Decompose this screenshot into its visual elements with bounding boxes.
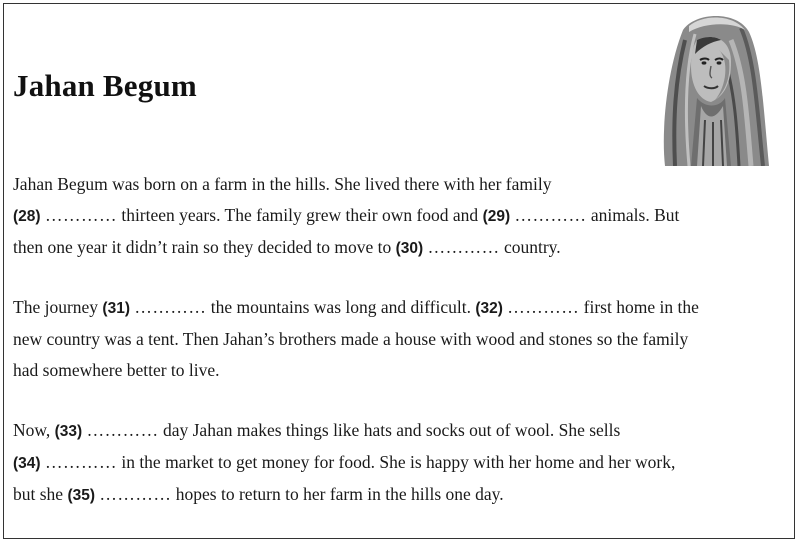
text-line: but she (35) ………… hopes to return to her farm in the hills one day. [13, 484, 504, 504]
answer-gap: ………… [514, 205, 587, 225]
text-line: Jahan Begum was born on a farm in the hills. She lived there with her family [13, 174, 552, 194]
answer-gap: ………… [427, 237, 500, 257]
question-number: (34) [13, 455, 41, 472]
answer-gap: ………… [99, 484, 172, 504]
question-number: (28) [13, 208, 41, 225]
answer-gap: ………… [507, 297, 580, 317]
question-number: (33) [54, 423, 83, 440]
text-line: (28) ………… thirteen years. The family grew their own food and (29) ………… animals. But [13, 205, 680, 225]
text-line: (34) ………… in the market to get money for food. She is happy with her home and her work, [13, 452, 676, 472]
answer-gap: ………… [44, 452, 117, 472]
text-line: then one year it didn’t rain so they decided to move to (30) ………… country. [13, 237, 561, 257]
paragraph-1 [13, 169, 789, 264]
paragraph-2 [13, 292, 789, 386]
text-line: The journey (31) ………… the mountains was long and difficult. (32) ………… first home in the [13, 297, 699, 317]
question-number: (31) [102, 300, 130, 317]
answer-gap: ………… [134, 297, 207, 317]
answer-gap: ………… [44, 205, 117, 225]
question-number: (29) [482, 208, 511, 225]
paragraph-3 [13, 415, 789, 511]
page-title: Jahan Begum [13, 68, 197, 103]
answer-gap: ………… [86, 420, 159, 440]
question-number: (30) [395, 240, 424, 257]
question-number: (35) [67, 487, 96, 504]
text-line: had somewhere better to live. [13, 360, 220, 380]
worksheet-frame [3, 3, 795, 539]
text-line: new country was a tent. Then Jahan’s brothers made a house with wood and stones so the family [13, 329, 689, 349]
woman-headscarf-illustration [645, 10, 773, 166]
text-line: Now, (33) ………… day Jahan makes things like hats and socks out of wool. She sells [13, 420, 621, 440]
question-number: (32) [475, 300, 503, 317]
